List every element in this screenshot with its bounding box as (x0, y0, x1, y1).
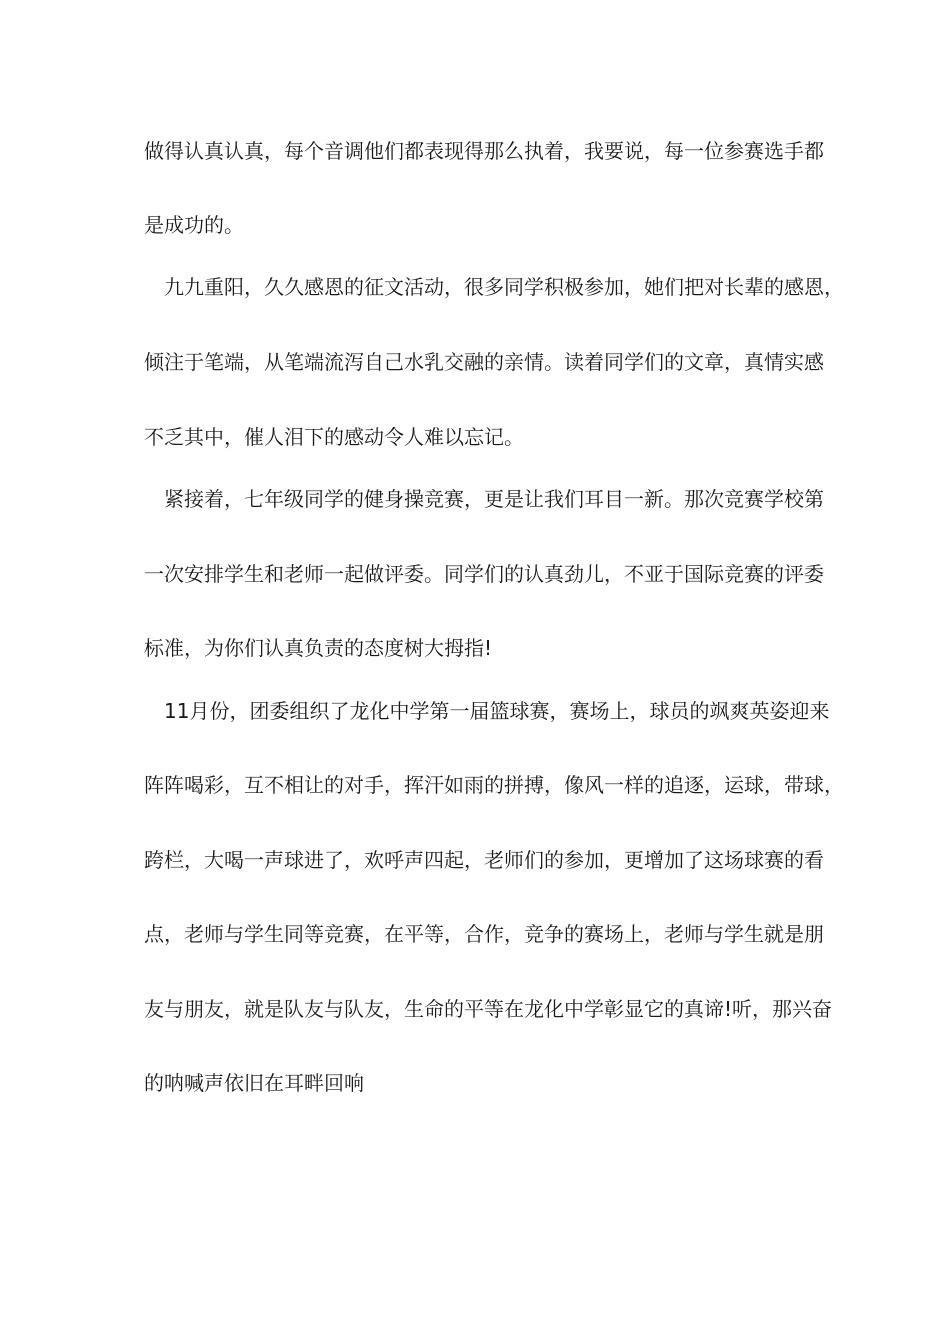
paragraph-line: 阵阵喝彩，互不相让的对手，挥汗如雨的拼搏，像风一样的追逐，运球，带球， (144, 773, 844, 797)
paragraph-line: 紧接着，七年级同学的健身操竞赛，更是让我们耳目一新。那次竞赛学校第 (164, 487, 824, 511)
paragraph-line: 倾注于笔端，从笔端流泻自己水乳交融的亲情。读着同学们的文章，真情实感 (144, 350, 824, 374)
paragraph-line: 的呐喊声依旧在耳畔回响 (144, 1071, 364, 1095)
paragraph-line: 标准，为你们认真负责的态度树大拇指! (144, 636, 493, 660)
paragraph-line: 九九重阳，久久感恩的征文活动，很多同学积极参加，她们把对长辈的感恩， (164, 275, 844, 299)
paragraph-line: 友与朋友，就是队友与队友，生命的平等在龙化中学彰显它的真谛!听，那兴奋 (144, 997, 833, 1021)
paragraph-line: 做得认真认真，每个音调他们都表现得那么执着，我要说，每一位参赛选手都 (144, 139, 824, 163)
paragraph-line: 不乏其中，催人泪下的感动令人难以忘记。 (144, 425, 524, 449)
paragraph-line: 是成功的。 (144, 213, 244, 237)
paragraph-line: 11月份，团委组织了龙化中学第一届篮球赛，赛场上，球员的飒爽英姿迎来 (164, 699, 830, 723)
paragraph-line: 一次安排学生和老师一起做评委。同学们的认真劲儿，不亚于国际竞赛的评委 (144, 562, 824, 586)
paragraph-line: 跨栏，大喝一声球进了，欢呼声四起，老师们的参加，更增加了这场球赛的看 (144, 848, 824, 872)
paragraph-line: 点，老师与学生同等竞赛，在平等，合作，竞争的赛场上，老师与学生就是朋 (144, 922, 824, 946)
